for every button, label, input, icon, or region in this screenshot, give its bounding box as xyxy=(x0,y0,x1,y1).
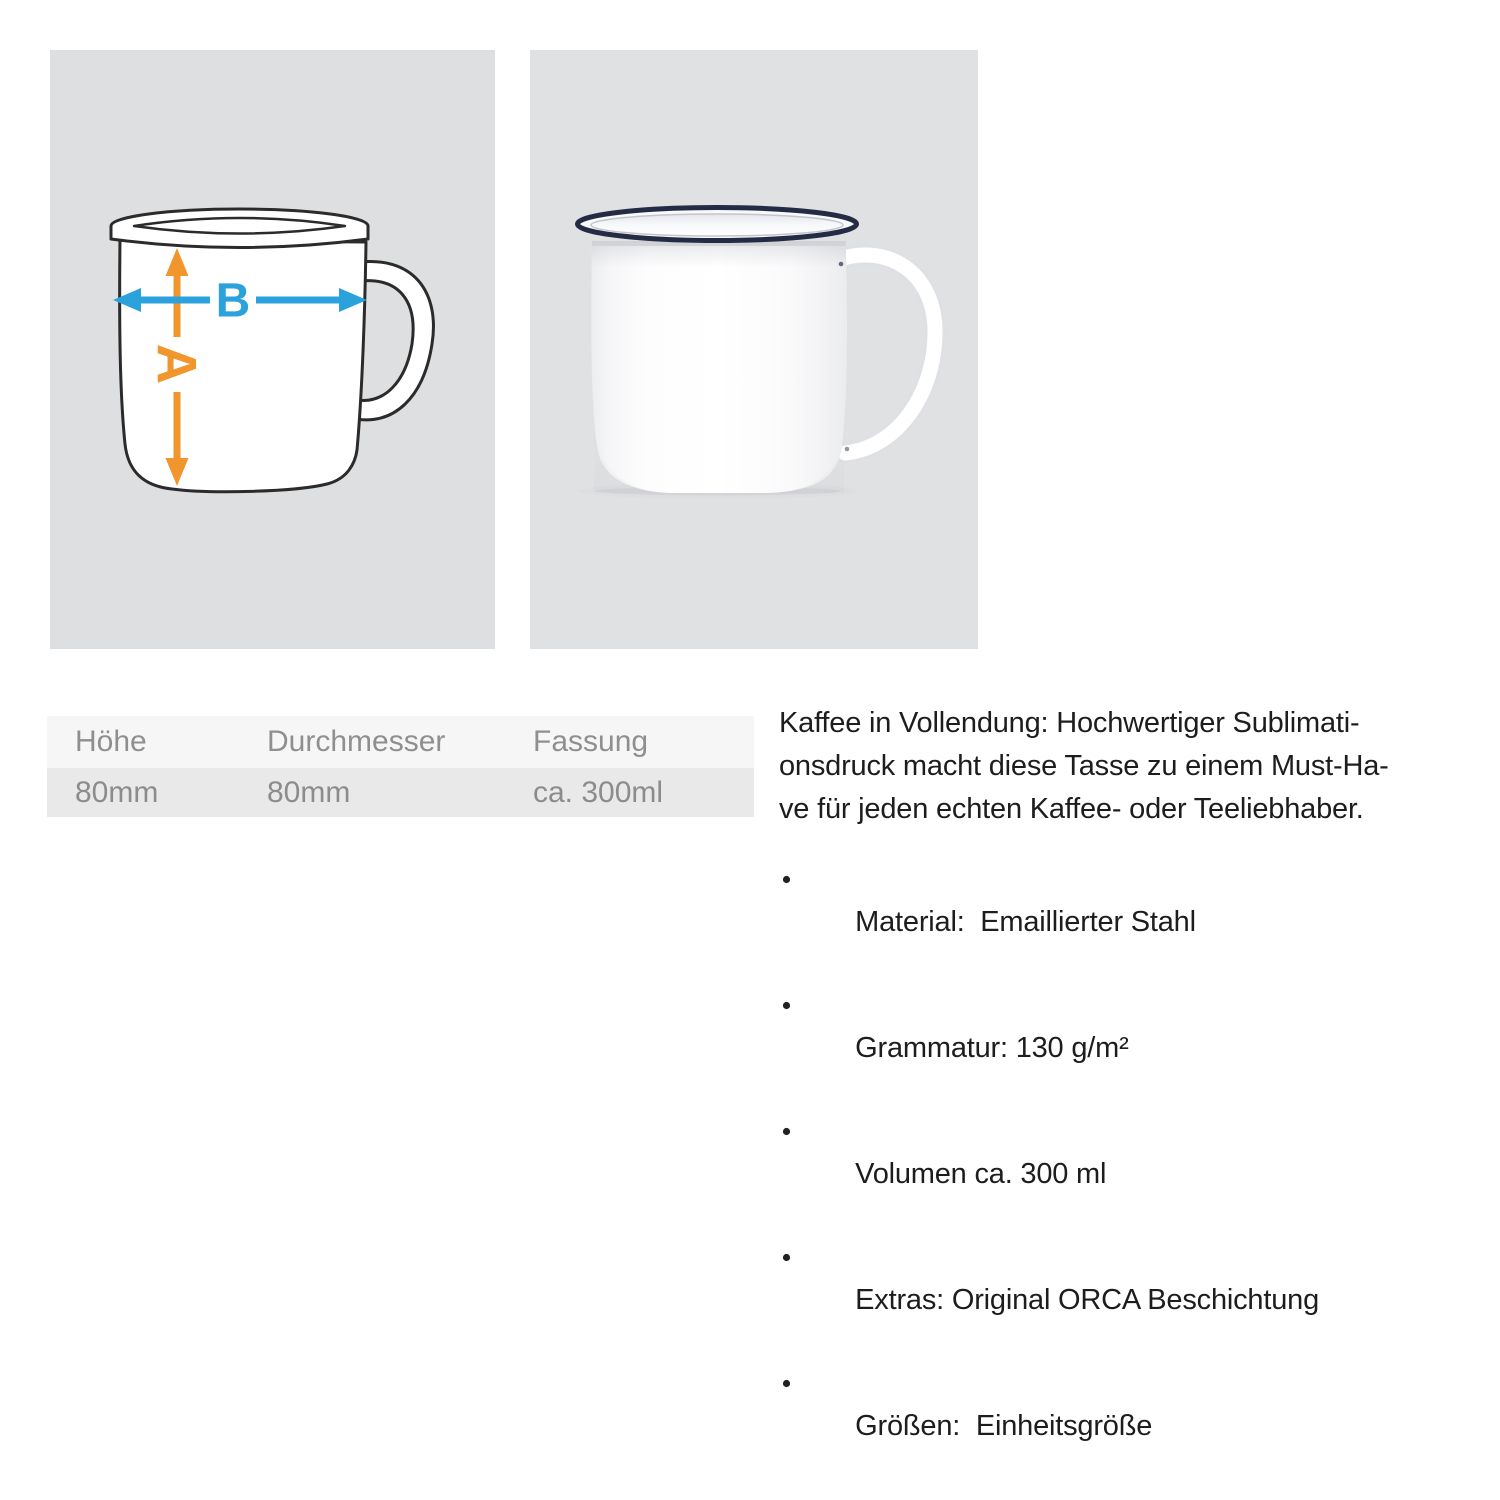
intro-line: ve für jeden echten Kaffee- oder Teeliebhaber. xyxy=(779,793,1364,825)
spec-list xyxy=(779,859,1479,1489)
size-table-header-durchmesser: Durchmesser xyxy=(267,725,446,758)
intro-line: Kaffee in Vollendung: Hochwertiger Sublimati- xyxy=(779,707,1360,739)
photo-mug-handle xyxy=(840,255,935,453)
size-table-header-hoehe: Höhe xyxy=(75,725,147,758)
spec-item-text: Grammatur: 130 g/m² xyxy=(855,1032,1129,1064)
spec-item-text: Größen: Einheitsgröße xyxy=(855,1410,1153,1442)
product-description xyxy=(779,702,1479,1489)
spec-item-groessen xyxy=(779,1363,1479,1489)
bullet-dot-icon xyxy=(783,1128,790,1135)
spec-item-extras xyxy=(779,1237,1479,1363)
handle-attach-dot-bottom xyxy=(845,447,850,452)
size-table-value-row xyxy=(47,768,754,817)
photo-mug-body xyxy=(591,246,847,493)
photo-panel xyxy=(530,50,978,649)
bullet-dot-icon xyxy=(783,1254,790,1261)
size-table-header-row xyxy=(47,716,754,768)
spec-item-grammatur xyxy=(779,985,1479,1111)
intro-line: onsdruck macht diese Tasse zu einem Must-Ha- xyxy=(779,750,1389,782)
spec-item-text: Extras: Original ORCA Beschichtung xyxy=(855,1284,1319,1316)
size-table-header-fassung: Fassung xyxy=(533,725,649,758)
size-table-value-hoehe: 80mm xyxy=(75,775,159,809)
bullet-dot-icon xyxy=(783,1002,790,1009)
height-arrow-label: A xyxy=(145,343,209,385)
spec-item-material xyxy=(779,859,1479,985)
mug-dimension-diagram xyxy=(50,50,495,649)
photo-mug-rim-interior xyxy=(591,214,843,236)
spec-item-text: Volumen ca. 300 ml xyxy=(855,1158,1107,1190)
size-table xyxy=(47,716,754,817)
size-table-value-durchmesser: 80mm xyxy=(267,775,351,809)
handle-attach-dot-top xyxy=(839,262,844,267)
diagram-panel xyxy=(50,50,495,649)
bullet-dot-icon xyxy=(783,876,790,883)
diameter-arrow-label: B xyxy=(215,274,251,328)
spec-item-volumen xyxy=(779,1111,1479,1237)
product-photo-mug xyxy=(530,50,978,649)
spec-item-text: Material: Emaillierter Stahl xyxy=(855,906,1196,938)
photo-mug-neck-shade xyxy=(592,241,846,267)
size-table-value-fassung: ca. 300ml xyxy=(533,775,664,809)
description-intro xyxy=(779,702,1479,831)
bullet-dot-icon xyxy=(783,1380,790,1387)
